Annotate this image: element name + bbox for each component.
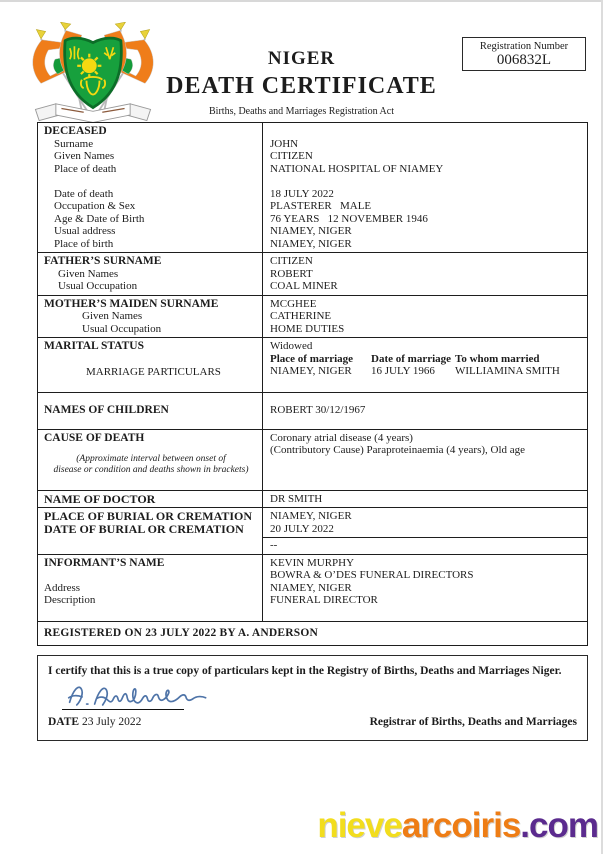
row-marital-status [38,337,587,392]
marriage-col-header: Place of marriage [270,352,354,365]
field-value: MCGHEE [270,297,317,310]
marriage-particulars-label: MARRIAGE PARTICULARS [86,365,221,378]
field-value: NATIONAL HOSPITAL OF NIAMEY [270,162,444,175]
act-subtitle: Births, Deaths and Marriages Registration Act [209,106,394,117]
field-value: CITIZEN [270,150,313,162]
field-value: NIAMEY, NIGER [270,237,352,250]
marriage-col-value: 16 JULY 1966 [371,365,435,377]
marriage-col-header: Date of marriage [371,352,452,365]
informant-company-value: BOWRA & O’DES FUNERAL DIRECTORS [270,569,474,581]
burial-extra-value: -- [263,537,587,552]
row-cause-of-death [38,429,587,490]
field-value: COAL MINER [270,280,338,292]
field-value: 76 YEARS 12 NOVEMBER 1946 [270,212,428,225]
field-value: CITIZEN [270,255,313,267]
field-label: Surname [54,137,94,150]
field-value: PLASTERER MALE [270,200,372,212]
row-doctor [38,490,587,508]
burial-place-title: PLACE OF BURIAL OR CREMATION [44,509,253,523]
date-label: DATE [48,716,80,728]
row-burial [38,507,587,554]
watermark-part2: arcoiris [401,806,521,845]
registrar-signature [56,679,221,713]
burial-date-title: DATE OF BURIAL OR CREMATION [44,521,244,536]
father-title: FATHER’S SURNAME [44,255,162,267]
field-value: ROBERT [270,267,313,280]
field-label: Place of death [54,162,117,175]
watermark-logo [317,806,598,846]
informant-description-value: FUNERAL DIRECTOR [270,594,378,606]
signature-underline [62,709,184,710]
row-informant [38,554,587,621]
field-value: NIAMEY, NIGER [270,225,352,237]
country-title: NIGER [267,48,336,69]
field-value: 18 JULY 2022 [270,187,334,200]
date-value: 23 July 2022 [81,716,142,728]
registration-number-value: 006832L [496,52,552,68]
cause-value: Coronary atrial disease (4 years) [270,431,413,444]
deceased-title: DECEASED [44,125,107,137]
certificate-header [0,0,603,122]
field-value: JOHN [270,137,299,150]
burial-place-value: NIAMEY, NIGER [270,510,352,522]
certificate-table [37,122,588,646]
informant-name-value: KEVIN MURPHY [270,556,355,569]
field-label: Given Names [58,267,119,280]
field-value: CATHERINE [270,310,332,322]
registration-number-box [462,37,586,71]
watermark-part1: nieve [317,806,402,845]
row-deceased [38,123,587,252]
informant-description-label: Description [44,594,96,606]
cause-contributory-value: (Contributory Cause) Paraproteinaemia (4 years), Old age [270,444,526,456]
registered-statement: REGISTERED ON 23 JULY 2022 BY A. ANDERSON [38,621,587,646]
field-label: Occupation & Sex [54,200,136,212]
field-label: Date of death [54,187,114,200]
marriage-col-value: NIAMEY, NIGER [270,365,352,377]
field-label: Usual Occupation [58,280,138,292]
children-value: ROBERT 30/12/1967 [270,404,366,416]
field-label: Given Names [54,150,115,162]
document-title: DEATH CERTIFICATE [166,73,437,99]
doctor-value: DR SMITH [270,492,323,505]
informant-address-value: NIAMEY, NIGER [270,581,352,594]
marital-title: MARITAL STATUS [44,340,145,352]
marital-status-value: Widowed [270,340,313,352]
certification-statement: I certify that this is a true copy of particulars kept in the Registry of Births, Deaths and Marriages Niger. [48,665,562,677]
burial-date-value: 20 JULY 2022 [270,522,334,535]
marriage-col-header: To whom married [455,352,540,365]
informant-title: INFORMANT’S NAME [44,556,165,569]
cause-note: (Approximate interval between onset of disease or condition and deaths shown in brackets) [53,454,249,475]
registrar-title: Registrar of Births, Deaths and Marriages [369,716,577,728]
field-label: Place of birth [54,237,114,250]
doctor-title: NAME OF DOCTOR [44,491,156,506]
field-label: Usual address [54,225,116,237]
children-title: NAMES OF CHILDREN [44,404,169,416]
row-father [38,252,587,295]
watermark-part3: .com [520,806,598,845]
registration-number-label: Registration Number [479,41,569,52]
field-label: Age & Date of Birth [54,212,145,225]
field-label: Usual Occupation [82,322,162,335]
mother-title: MOTHER’S MAIDEN SURNAME [44,297,219,310]
row-children [38,392,587,429]
field-value: HOME DUTIES [270,322,345,335]
informant-address-label: Address [44,581,81,594]
cause-title: CAUSE OF DEATH [44,431,145,444]
row-mother [38,295,587,338]
field-label: Given Names [82,310,143,322]
certification-box [37,655,588,741]
marriage-col-value: WILLIAMINA SMITH [455,365,560,377]
